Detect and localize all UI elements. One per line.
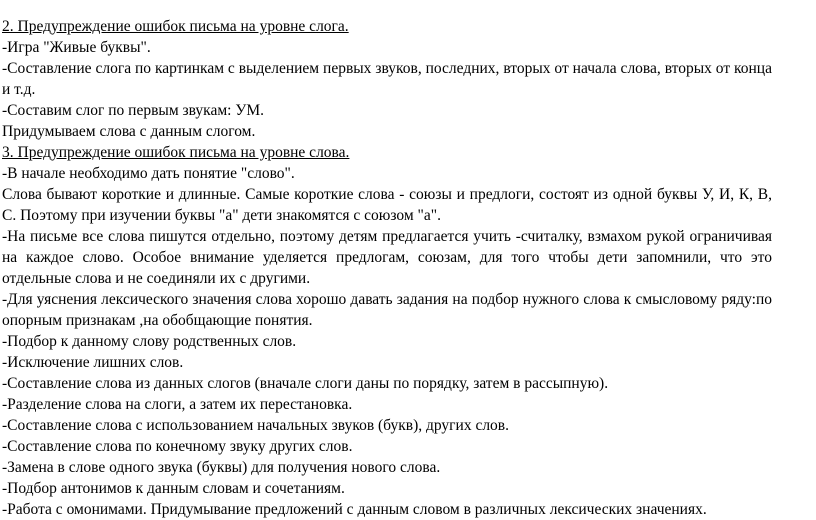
paragraph-antonyms: -Подбор антонимов к данным словам и сочетаниям. <box>2 480 345 497</box>
paragraph-related-words: -Подбор к данному слову родственных слов. <box>2 333 297 350</box>
paragraph-lexical-meaning: -Для уяснения лексического значения слова хорошо давать задания на подбор нужного слова к смысловому ряду:по опорным признакам ,на обобщающие понятия. <box>2 291 772 329</box>
paragraph-split-syllables: -Разделение слова на слоги, а затем их перестановка. <box>2 396 353 413</box>
paragraph-exclusion: -Исключение лишних слов. <box>2 354 184 371</box>
paragraph-homonyms: -Работа с омонимами. Придумывание предложений с данным словом в различных лексических значениях. <box>2 501 707 518</box>
paragraph-final-sound: -Составление слова по конечному звуку других слов. <box>2 438 353 455</box>
paragraph-initial-sounds: -Составление слова с использованием начальных звуков (букв), других слов. <box>2 417 510 434</box>
paragraph-replace-sound: -Замена в слове одного звука (буквы) для получения нового слова. <box>2 459 441 476</box>
section-heading-syllable: 2. Предупреждение ошибок письма на уровне слога. <box>2 18 349 35</box>
paragraph-short-long-words: Слова бывают короткие и длинные. Самые короткие слова - союзы и предлоги, состоят из одной буквы У, И, К, В, С. Поэтому при изучении буквы "а" дети знакомятся с союзом "а". <box>2 186 772 224</box>
paragraph-syllable-pictures: -Составление слога по картинкам с выделением первых звуков, последних, вторых от начала слова, вторых от конца и т.д. <box>2 60 772 98</box>
paragraph-game: -Игра "Живые буквы". <box>2 39 151 56</box>
section-heading-word: 3. Предупреждение ошибок письма на уровне слова. <box>2 144 350 161</box>
paragraph-compose-syllables: -Составление слова из данных слогов (вначале слоги даны по порядку, затем в рассыпную). <box>2 375 609 392</box>
paragraph-word-concept: -В начале необходимо дать понятие "слово". <box>2 165 295 182</box>
paragraph-separate-writing: -На письме все слова пишутся отдельно, поэтому детям предлагается учить -считалку, взмахом рукой ограничивая на каждое слово. Особое внимание уделяется предлогам, союзам, для того чтобы дети запомнили, что это отдельные слова и не соединяли их с другими. <box>2 228 772 287</box>
paragraph-invent-words: Придумываем слова с данным слогом. <box>2 123 256 140</box>
paragraph-first-sounds: -Составим слог по первым звукам: УМ. <box>2 102 264 119</box>
